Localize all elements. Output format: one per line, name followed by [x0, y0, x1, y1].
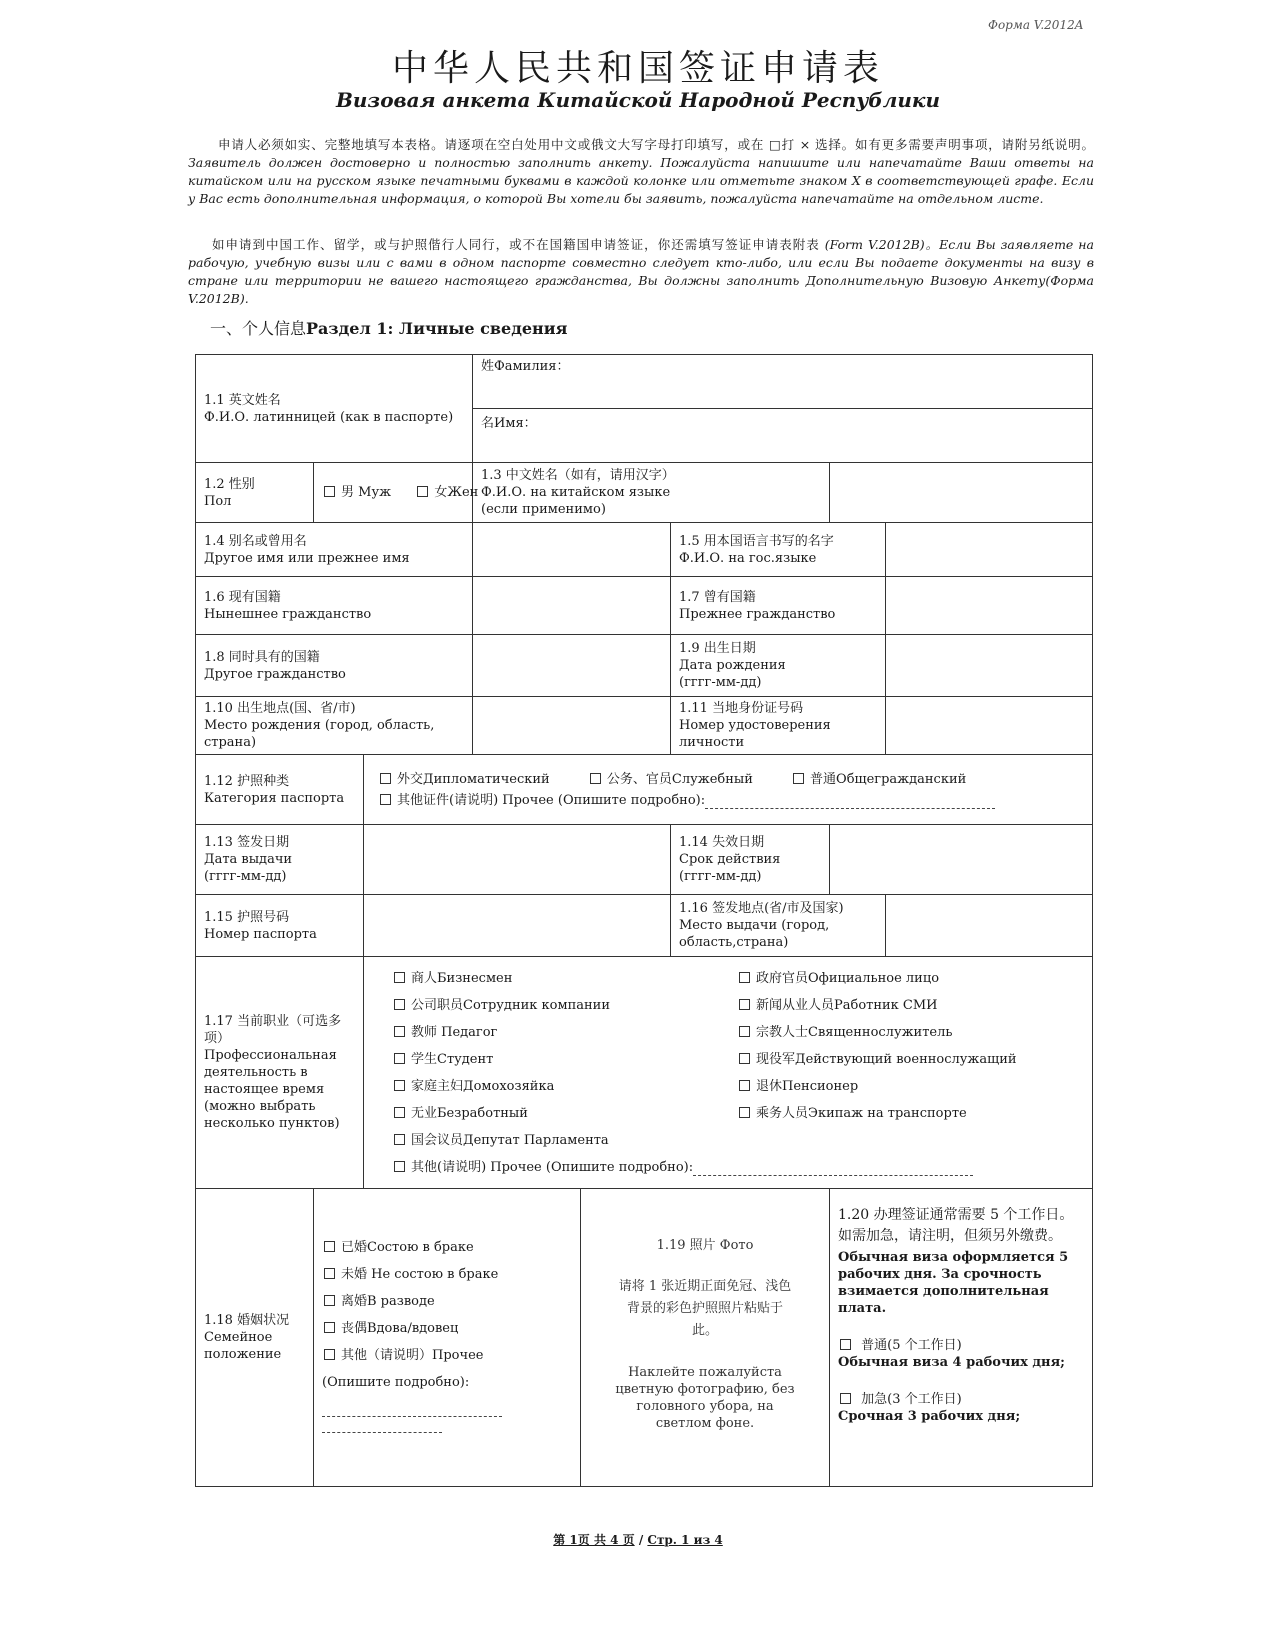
label-1-7: 1.7 曾有国籍 Прежнее гражданство: [671, 577, 886, 635]
marital-other-checkbox[interactable]: [324, 1349, 335, 1360]
intro-1-cn: 申请人必须如实、完整地填写本表格。请逐项在空白处用中文或俄文大写字母打印填写，或在 □打 × 选择。如有更多需要声明事项，请附另纸说明。: [218, 137, 1094, 152]
label-1-12: 1.12 护照种类 Категория паспорта: [196, 755, 364, 825]
processing-note-cn: 1.20 办理签证通常需要 5 个工作日。如需加急，请注明，但须另外缴费。: [838, 1207, 1074, 1244]
label-1-5: 1.5 用本国语言书写的名字 Ф.И.О. на гос.языке: [671, 523, 886, 577]
normal-service-checkbox[interactable]: [840, 1339, 851, 1350]
deputy-checkbox[interactable]: [394, 1134, 405, 1145]
married-checkbox[interactable]: [324, 1241, 335, 1252]
local-id-field[interactable]: [886, 697, 1093, 755]
gender-options: 男 Муж 女Жен: [314, 463, 473, 523]
form-title-ru: Визовая анкета Китайской Народной Республики: [335, 88, 940, 112]
occupation-checkbox[interactable]: [739, 1026, 750, 1037]
birth-date-field[interactable]: [886, 635, 1093, 697]
label-1-14: 1.14 失效日期 Срок действия (гггг-мм-дд): [671, 825, 830, 895]
page-footer: 第 1页 共 4 页 / Стр. 1 из 4: [553, 1533, 723, 1547]
other-name-field[interactable]: [473, 523, 671, 577]
single-checkbox[interactable]: [324, 1268, 335, 1279]
label-1-10: 1.10 出生地点(国、省/市) Место рождения (город, область, страна): [196, 697, 473, 755]
ordinary-checkbox[interactable]: [793, 773, 804, 784]
label-1-13: 1.13 签发日期 Дата выдачи (гггг-мм-дд): [196, 825, 364, 895]
processing-note-ru: Обычная виза оформляется 5 рабочих дня. За срочность взимается дополнительная плата.: [838, 1250, 1069, 1316]
occupation-checkbox[interactable]: [394, 999, 405, 1010]
label-1-3: 1.3 中文姓名（如有，请用汉字） Ф.И.О. на китайском языке (если применимо): [473, 463, 830, 523]
other-nationality-field[interactable]: [473, 635, 671, 697]
divorced-checkbox[interactable]: [324, 1295, 335, 1306]
occupation-other-blank[interactable]: [693, 1164, 973, 1176]
current-nationality-field[interactable]: [473, 577, 671, 635]
former-nationality-field[interactable]: [886, 577, 1093, 635]
section-heading-cn: 一、个人信息: [210, 319, 307, 338]
birth-place-field[interactable]: [473, 697, 671, 755]
service-checkbox[interactable]: [590, 773, 601, 784]
label-1-11: 1.11 当地身份证号码 Номер удостоверения личности: [671, 697, 886, 755]
widowed-checkbox[interactable]: [324, 1322, 335, 1333]
marital-other-blank-1[interactable]: [322, 1401, 502, 1417]
passport-other-row: 其他证件(请说明) Прочее (Опишите подробно):: [378, 792, 1084, 809]
passport-type-options: [364, 755, 1093, 825]
occupation-options: [364, 957, 1093, 1189]
marital-other-blank-2[interactable]: [322, 1417, 442, 1433]
intro-paragraph-1: [188, 136, 1094, 208]
occupation-checkbox[interactable]: [739, 1107, 750, 1118]
label-1-15: 1.15 护照号码 Номер паспорта: [196, 895, 364, 957]
issue-place-field[interactable]: [886, 895, 1093, 957]
occupation-checkbox[interactable]: [739, 972, 750, 983]
male-checkbox[interactable]: [324, 486, 335, 497]
photo-instruction-ru: Наклейте пожалуйста цветную фотографию, без головного убора, на светлом фоне.: [615, 1365, 795, 1431]
label-1-17: 1.17 当前职业（可选多项） Профессиональная деятельность в настоящее время (можно выбрать несколько пунктов): [196, 957, 364, 1189]
occupation-other-checkbox[interactable]: [394, 1161, 405, 1172]
chinese-name-field[interactable]: [830, 463, 1093, 523]
label-1-2: 1.2 性别 Пол: [196, 463, 314, 523]
label-1-8: 1.8 同时具有的国籍 Другое гражданство: [196, 635, 473, 697]
passport-other-blank[interactable]: [705, 797, 995, 809]
form-version: Форма V.2012A: [988, 18, 1084, 32]
photo-area[interactable]: [581, 1189, 830, 1487]
intro-paragraph-2: [188, 236, 1094, 308]
label-1-16: 1.16 签发地点(省/市及国家) Место выдачи (город, область,страна): [671, 895, 886, 957]
passport-other-checkbox[interactable]: [380, 794, 391, 805]
intro-2-cn: 如申请到中国工作、留学，或与护照偕行人同行，或不在国籍国申请签证，你还需填写签证申请表附表: [212, 237, 820, 252]
section-heading-ru: Раздел 1: Личные сведения: [306, 319, 568, 338]
expiry-date-field[interactable]: [830, 825, 1093, 895]
occupation-checkbox[interactable]: [394, 972, 405, 983]
photo-title: 1.19 照片 Фото: [656, 1238, 754, 1253]
native-name-field[interactable]: [886, 523, 1093, 577]
female-checkbox[interactable]: [417, 486, 428, 497]
occupation-checkbox[interactable]: [394, 1107, 405, 1118]
intro-2-ru: (Form V.2012B)。Если Вы заявляете на рабочую, учебную визы или с вами в одном паспорте совместно следует кто-либо, или если Вы подаете документы на визу в стране или территории не вашего настоящего гражданства, Вы должны заполнить Дополнительную Визовую Анкету(Форма V.2012B).: [188, 237, 1094, 306]
passport-type-row: 外交Дипломатический 公务、官员Служебный 普通Общегражданский: [378, 771, 1084, 788]
photo-instruction-cn: 请将 1 张近期正面免冠、浅色背景的彩色护照照片粘贴于此。: [618, 1279, 792, 1338]
label-1-9: 1.9 出生日期 Дата рождения (гггг-мм-дд): [671, 635, 886, 697]
occupation-checkbox[interactable]: [739, 1080, 750, 1091]
occupation-checkbox[interactable]: [394, 1026, 405, 1037]
issue-date-field[interactable]: [364, 825, 671, 895]
passport-number-field[interactable]: [364, 895, 671, 957]
page-number-ru: Стр. 1 из 4: [647, 1533, 723, 1547]
marital-options: 已婚Состою в браке 未婚 Не состою в браке 离婚В разводе 丧偶Вдова/вдовец 其他（请说明）Прочее (Опишите подробно):: [314, 1189, 581, 1487]
occupation-checkbox[interactable]: [739, 999, 750, 1010]
label-1-1: 1.1 英文姓名 Ф.И.О. латинницей (как в паспорте): [196, 355, 473, 463]
processing-speed: 1.20 办理签证通常需要 5 个工作日。如需加急，请注明，但须另外缴费。 Обычная виза оформляется 5 рабочих дня. За срочность взимается дополнительная плата. 普通(5 个工作日) Обычная виза 4 рабочих дня; 加急(3 个工作日) Срочная 3 рабочих дня;: [830, 1189, 1093, 1487]
given-name-field[interactable]: 名Имя：: [473, 409, 1093, 463]
label-1-6: 1.6 现有国籍 Нынешнее гражданство: [196, 577, 473, 635]
occupation-checkbox[interactable]: [739, 1053, 750, 1064]
occupation-checkbox[interactable]: [394, 1053, 405, 1064]
form-title-cn: 中华人民共和国签证申请表: [391, 48, 884, 89]
surname-field[interactable]: 姓Фамилия：: [473, 355, 1093, 409]
label-1-4: 1.4 别名或曾用名 Другое имя или прежнее имя: [196, 523, 473, 577]
label-1-18: 1.18 婚姻状况 Семейное положение: [196, 1189, 314, 1487]
page-number-cn: 第 1页 共 4 页: [553, 1533, 635, 1547]
express-service-checkbox[interactable]: [840, 1393, 851, 1404]
intro-1-ru: Заявитель должен достоверно и полностью заполнить анкету. Пожалуйста напишите или напечатайте Ваши ответы на китайском или на русском языке печатными буквами в каждой колонке или отметьте знаком X в соответствующей графе. Если у Вас есть дополнительная информация, о которой Вы хотели бы заявить, пожалуйста напечатайте на отдельном листе.: [188, 155, 1094, 206]
section-heading: [210, 316, 567, 339]
occupation-list: 商人Бизнесмен 政府官员Официальное лицо 公司职员Сотрудник компании 新闻从业人员Работник СМИ 教师 Педагог 宗教人士Священнослужитель 学生Студент 现役军Действующий военнослужащий 家庭主妇Домохозяйка 退休Пенсионер 无业Безработный 乘务人员Экипаж на транспорте 国会议员Депутат Парламента 其他(请说明) Прочее (Опишите подробно):: [372, 968, 1084, 1178]
personal-info-table: [195, 354, 1093, 1487]
diplomatic-checkbox[interactable]: [380, 773, 391, 784]
occupation-checkbox[interactable]: [394, 1080, 405, 1091]
